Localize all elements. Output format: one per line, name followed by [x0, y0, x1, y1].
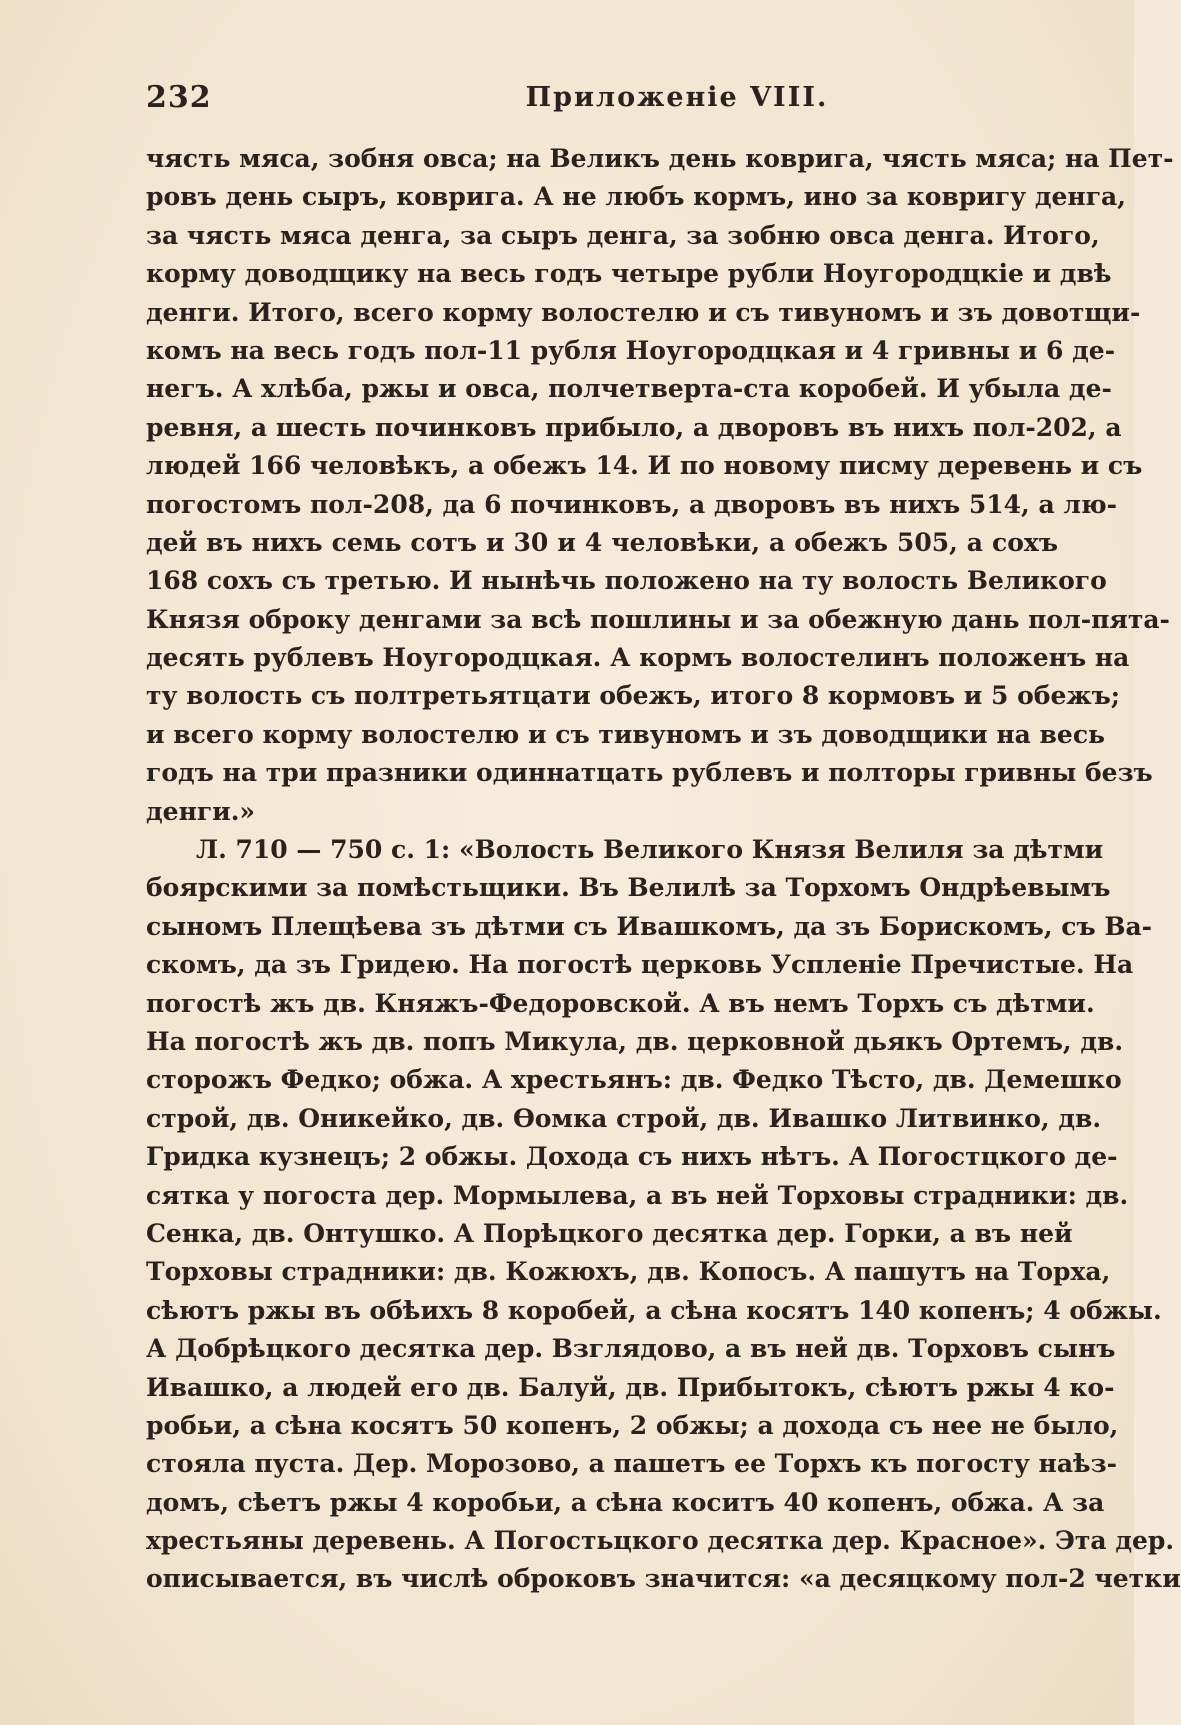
- text-line: А Добрѣцкого десятка дер. Взглядово, а въ ней дв. Торховъ сынъ: [146, 1334, 1116, 1364]
- text-line: На погостѣ жъ дв. попъ Микула, дв. церковной дьякъ Ортемъ, дв.: [146, 1026, 1124, 1056]
- text-line: ровъ день сыръ, коврига. А не любъ кормъ, ино за ковригу денга,: [146, 182, 1126, 212]
- text-line: людей 166 человѣкъ, а обежъ 14. И по новому писму деревень и съ: [146, 451, 1143, 481]
- text-line: ревня, а шесть починковъ прибыло, а дворовъ въ нихъ пол-202, а: [146, 412, 1122, 442]
- text-line: хрестьяны деревень. А Погостьцкого десятка дер. Красное». Эта дер.: [146, 1526, 1175, 1556]
- text-line: десять рублевъ Ноугородцкая. А кормъ волостелинъ положенъ на: [146, 643, 1130, 673]
- text-line: описывается, въ числѣ оброковъ значится: «а десяцкому пол-2 четки: [146, 1564, 1181, 1594]
- text-line: боярскими за помѣстьщики. Въ Велилѣ за Торхомъ Ондрѣевымъ: [146, 873, 1111, 903]
- text-line: денги.»: [146, 796, 256, 826]
- text-line: Сенка, дв. Онтушко. А Порѣцкого десятка дер. Горки, а въ ней: [146, 1218, 1073, 1248]
- text-line: и всего корму волостелю и съ тивуномъ и зъ доводщики на весь: [146, 719, 1106, 749]
- text-line: Гридка кузнецъ; 2 обжы. Дохода съ нихъ нѣтъ. А Погостцкого де-: [146, 1142, 1118, 1172]
- text-line: годъ на три празники одиннатцать рублевъ и полторы гривны безъ: [146, 758, 1153, 788]
- text-line: комъ на весь годъ пол-11 рубля Ноугородцкая и 4 гривны и 6 де-: [146, 335, 1116, 365]
- page-number: 232: [146, 80, 212, 115]
- text-line: корму доводщику на весь годъ четыре рубли Ноугородцкіе и двѣ: [146, 259, 1112, 289]
- text-line: строй, дв. Оникейко, дв. Ѳомка строй, дв. Ивашко Литвинко, дв.: [146, 1103, 1102, 1133]
- text-line: скомъ, да зъ Гридею. На погостѣ церковь Успленіе Пречистые. На: [146, 950, 1134, 980]
- running-title: Приложеніе VIII.: [525, 82, 829, 113]
- text-line: Торховы страдники: дв. Кожюхъ, дв. Копосъ. А пашутъ на Торха,: [146, 1257, 1111, 1287]
- text-line: сятка у погоста дер. Мормылева, а въ ней Торховы страдники: дв.: [146, 1180, 1129, 1210]
- text-line: сторожъ Федко; обжа. А хрестьянъ: дв. Федко Тѣсто, дв. Демешко: [146, 1065, 1122, 1095]
- text-line: Князя оброку денгами за всѣ пошлины и за обежную дань пол-пята-: [146, 604, 1170, 634]
- text-line: погостѣ жъ дв. Княжъ-Федоровской. А въ немъ Торхъ съ дѣтми.: [146, 988, 1095, 1018]
- text-line: денги. Итого, всего корму волостелю и съ тивуномъ и зъ довотщи-: [146, 297, 1141, 327]
- text-line: за чясть мяса денга, за сыръ денга, за зобню овса денга. Итого,: [146, 220, 1100, 250]
- text-line: дей въ нихъ семь сотъ и 30 и 4 человѣки, а обежъ 505, а сохъ: [146, 527, 1058, 557]
- text-line: робьи, а сѣна косятъ 50 копенъ, 2 обжы; а дохода съ нее не было,: [146, 1410, 1119, 1440]
- text-line: Ивашко, а людей его дв. Балуй, дв. Прибытокъ, сѣютъ ржы 4 ко-: [146, 1372, 1115, 1402]
- text-line: погостомъ пол-208, да 6 починковъ, а дворовъ въ нихъ 514, а лю-: [146, 489, 1118, 519]
- page-header: [146, 80, 1058, 120]
- text-line: чясть мяса, зобня овса; на Великъ день коврига, чясть мяса; на Пет-: [146, 144, 1174, 173]
- paragraph-container: [146, 140, 1181, 1599]
- text-line: ту волость съ полтретьятцати обежъ, итого 8 кормовъ и 5 обежъ;: [146, 681, 1121, 711]
- text-line: стояла пуста. Дер. Морозово, а пашетъ ее Торхъ къ погосту наѣз-: [146, 1449, 1117, 1479]
- text-line: домъ, сѣетъ ржы 4 коробьи, а сѣна коситъ 40 копенъ, обжа. А за: [146, 1487, 1105, 1517]
- text-line: Л. 710 — 750 с. 1: «Волость Великого Князя Велиля за дѣтми: [196, 835, 1104, 865]
- text-line: сѣютъ ржы въ обѣихъ 8 коробей, а сѣна косятъ 140 копенъ; 4 обжы.: [146, 1295, 1162, 1325]
- body-text: [146, 140, 1181, 1599]
- text-line: негъ. А хлѣба, ржы и овса, полчетверта-ста коробей. И убыла де-: [146, 374, 1112, 404]
- text-line: сыномъ Плещѣева зъ дѣтми съ Ивашкомъ, да зъ Борискомъ, съ Ва-: [146, 911, 1153, 941]
- text-line: 168 сохъ съ третью. И нынѣчь положено на ту волость Великого: [146, 566, 1107, 596]
